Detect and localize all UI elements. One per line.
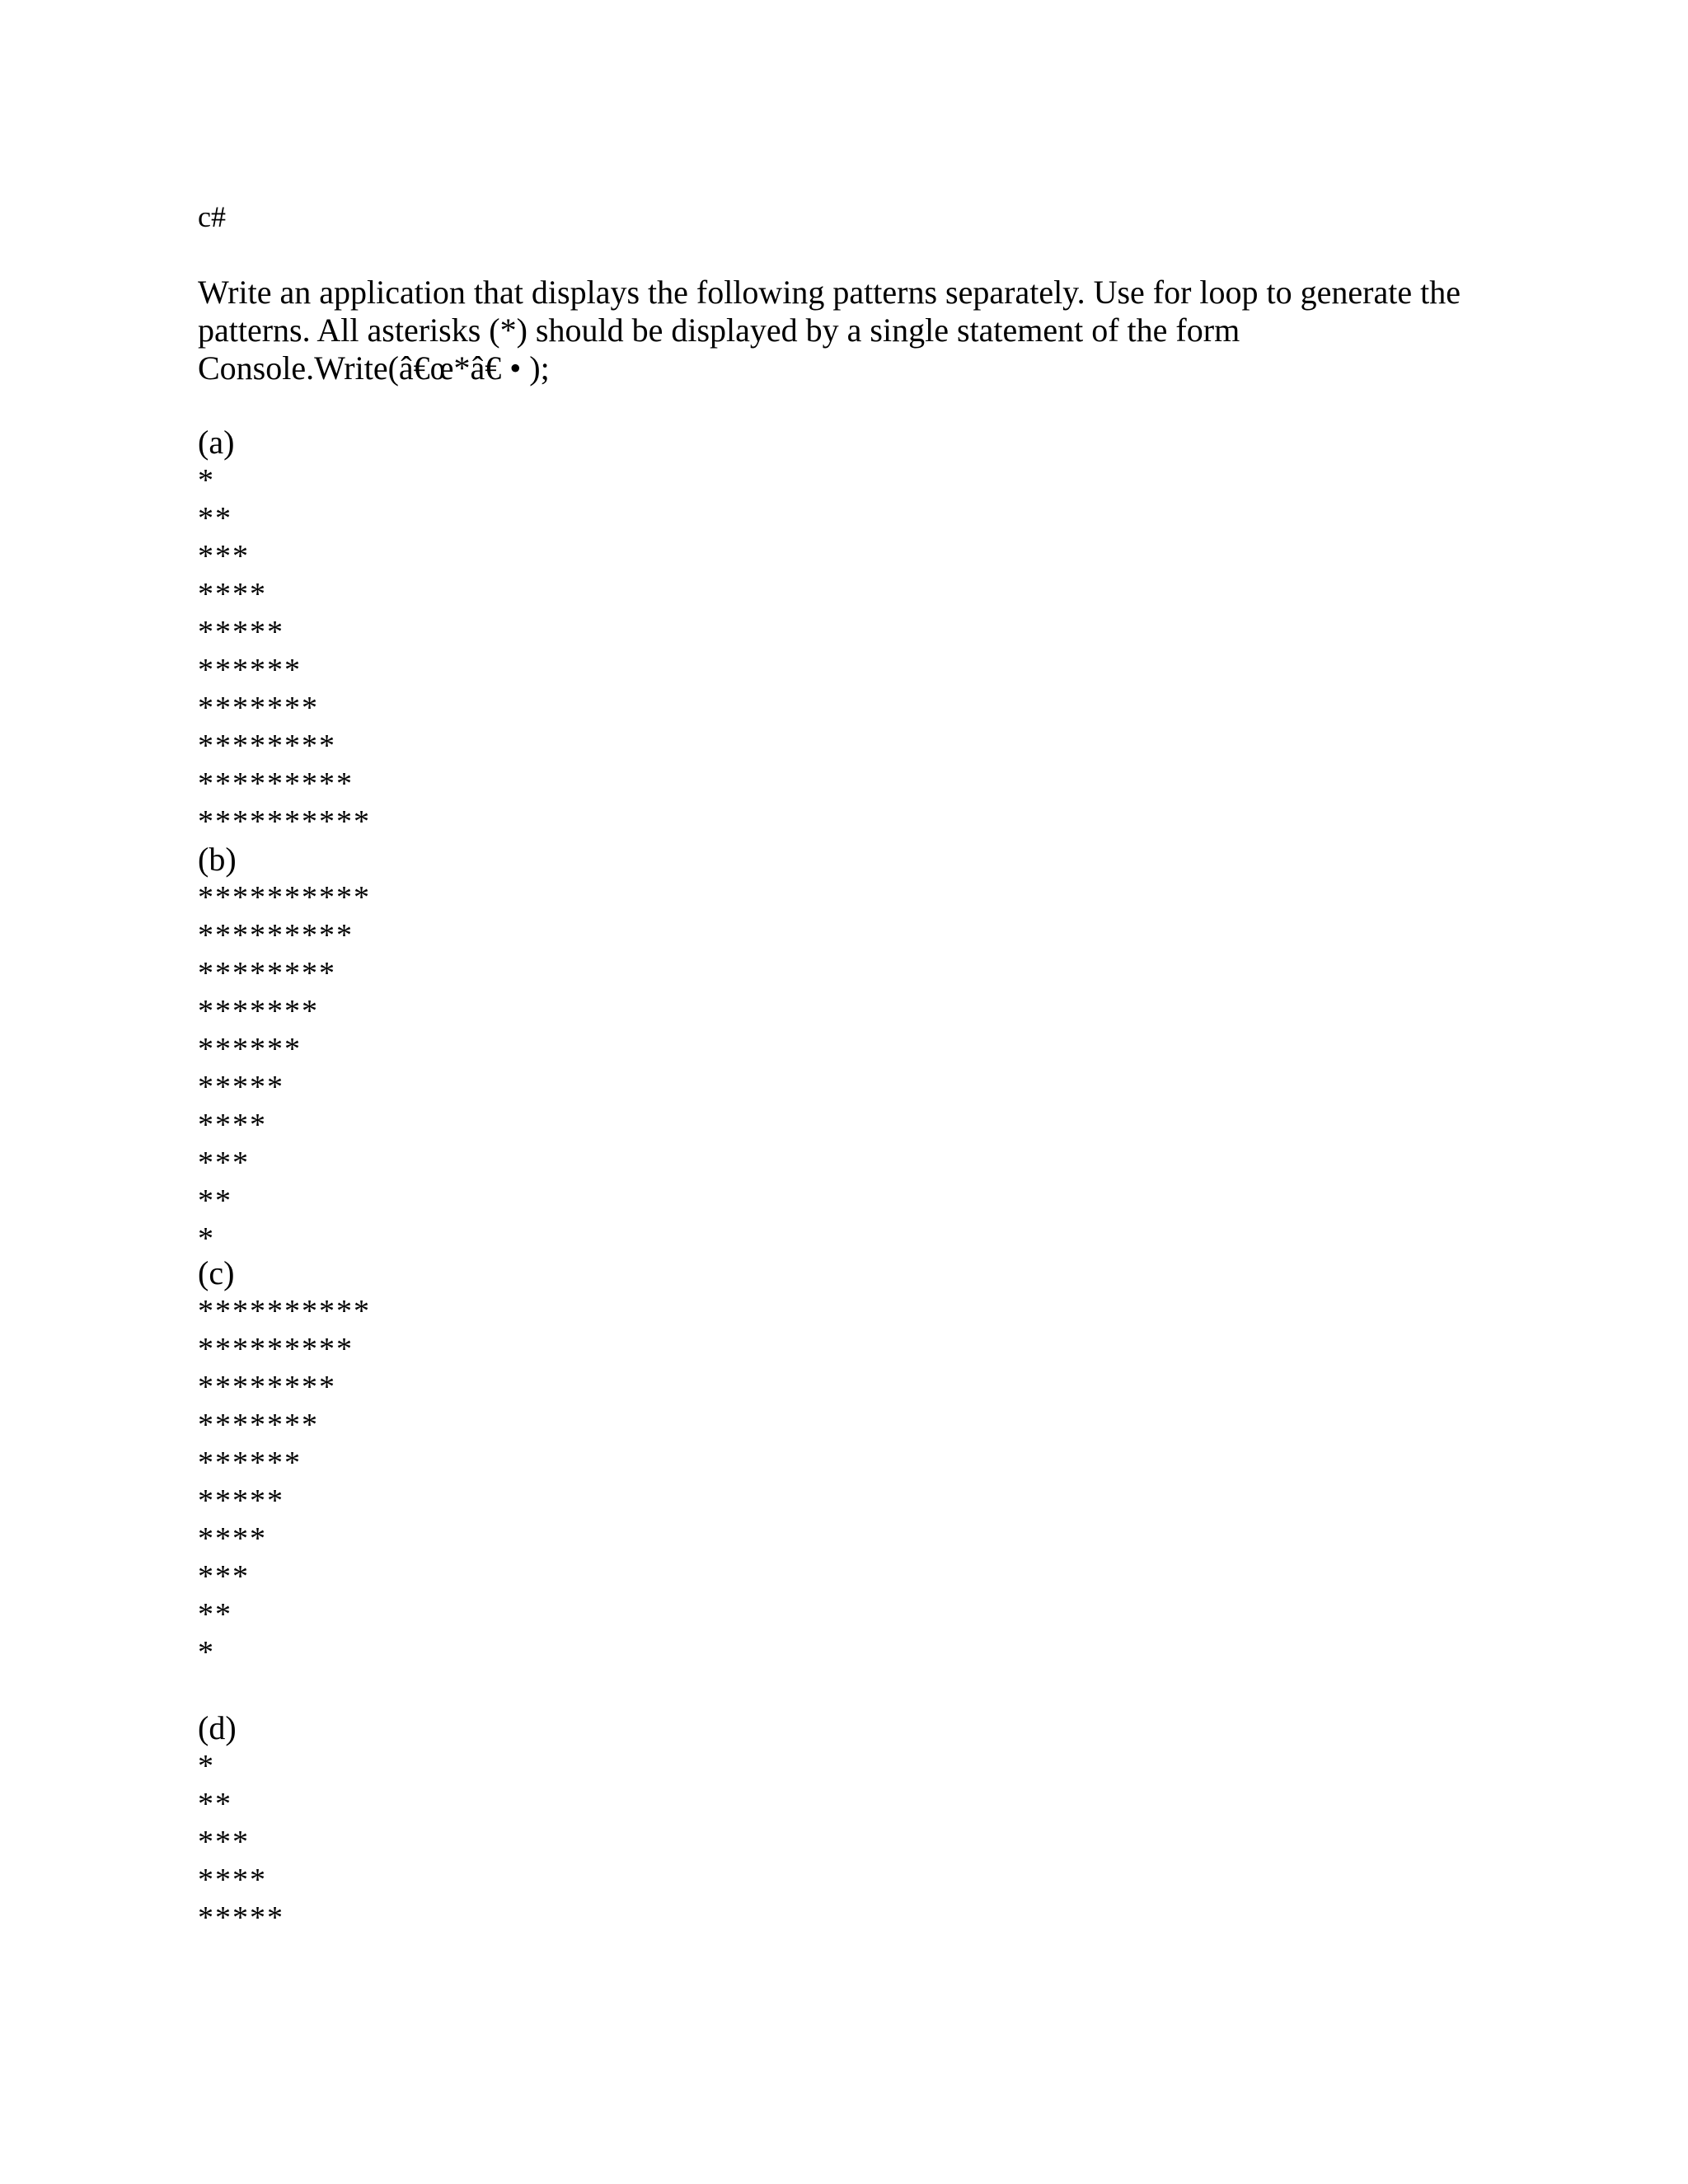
pattern-row: ******** (198, 729, 336, 763)
pattern-row: ******* (198, 994, 319, 1029)
pattern-label: (c) (198, 1254, 235, 1291)
pattern-row: ********** (198, 804, 371, 839)
pattern-row: ********* (198, 1332, 354, 1366)
pattern-row: *** (198, 1825, 250, 1859)
pattern-row: * (198, 1221, 215, 1256)
instructions-line: Console.Write(â€œ*â€ • ); (198, 349, 550, 387)
pattern-row: ****** (198, 1446, 302, 1480)
pattern-row: **** (198, 577, 267, 612)
pattern-row: *** (198, 1146, 250, 1180)
instructions-line: patterns. All asterisks (*) should be displayed by a single statement of the form (198, 312, 1240, 349)
pattern-row: ** (198, 1183, 232, 1218)
pattern-row: ***** (198, 615, 284, 649)
pattern-row: ** (198, 1787, 232, 1821)
language-heading: c# (198, 200, 226, 233)
pattern-row: ***** (198, 1900, 284, 1935)
pattern-row: ******* (198, 1408, 319, 1442)
pattern-row: **** (198, 1108, 267, 1142)
pattern-row: **** (198, 1521, 267, 1556)
pattern-row: ** (198, 1597, 232, 1632)
pattern-row: ******** (198, 956, 336, 991)
instructions-line: Write an application that displays the following patterns separately. Use for loop to generate the (198, 274, 1461, 311)
pattern-row: *** (198, 1559, 250, 1594)
pattern-row: * (198, 1749, 215, 1783)
pattern-row: *** (198, 539, 250, 574)
pattern-row: * (198, 1635, 215, 1670)
pattern-row: ****** (198, 1032, 302, 1066)
pattern-row: ** (198, 501, 232, 536)
pattern-row: ****** (198, 653, 302, 687)
pattern-row: * (198, 463, 215, 498)
pattern-row: ******* (198, 691, 319, 725)
pattern-row: ***** (198, 1070, 284, 1104)
pattern-row: ***** (198, 1483, 284, 1518)
pattern-row: ******** (198, 1370, 336, 1404)
pattern-label: (d) (198, 1709, 237, 1746)
pattern-label: (a) (198, 424, 235, 461)
pattern-row: ********* (198, 766, 354, 801)
pattern-row: ********** (198, 880, 371, 915)
pattern-label: (b) (198, 841, 237, 878)
pattern-row: ********* (198, 918, 354, 953)
pattern-c (198, 1254, 371, 1671)
instructions-paragraph (198, 274, 1517, 387)
pattern-a (198, 424, 371, 841)
pattern-row: ********** (198, 1294, 371, 1329)
pattern-d (198, 1709, 284, 1937)
pattern-row: **** (198, 1863, 267, 1897)
pattern-b (198, 841, 371, 1258)
